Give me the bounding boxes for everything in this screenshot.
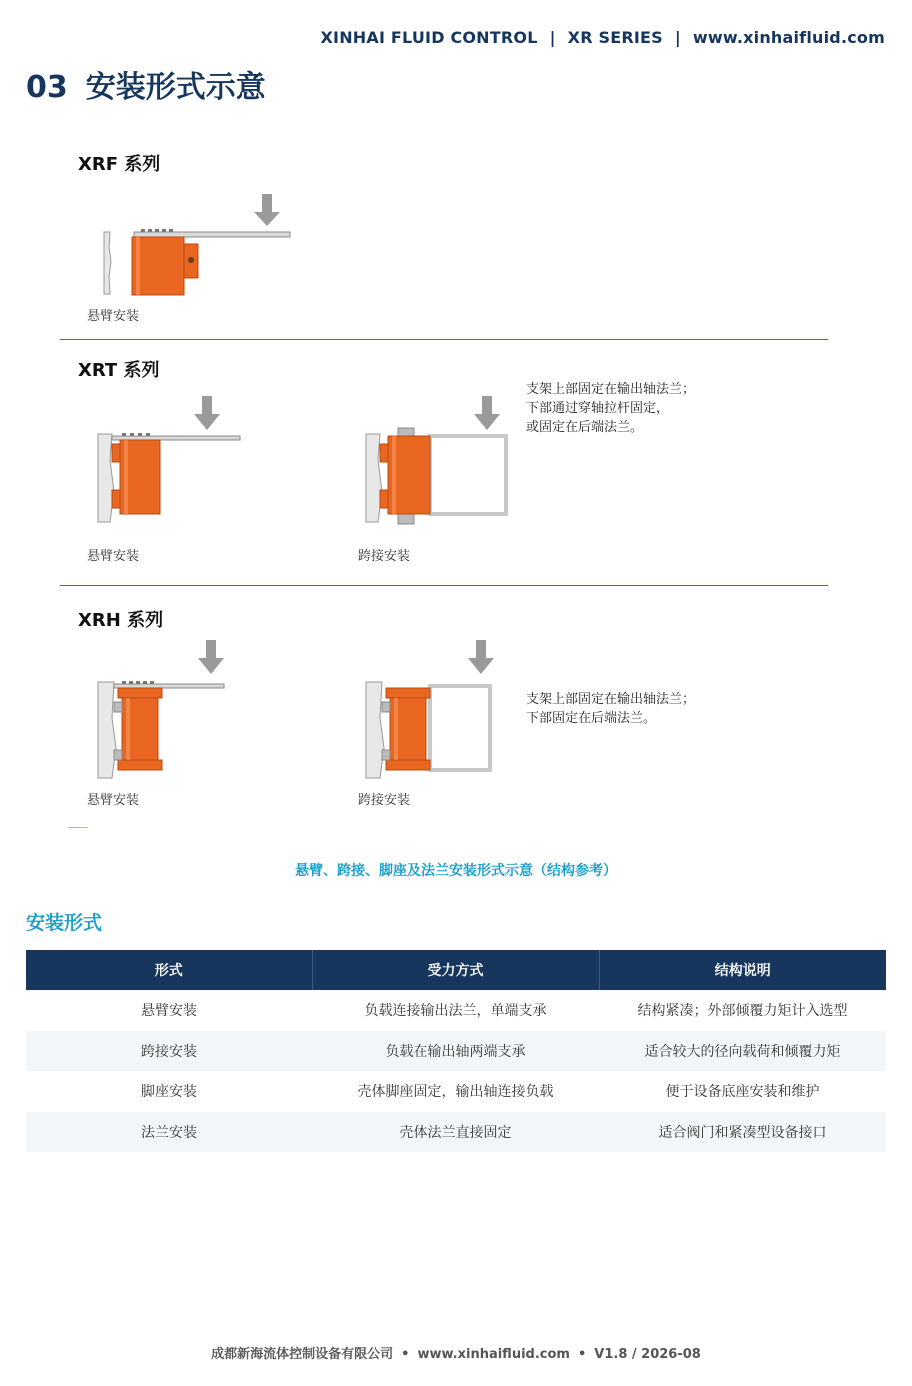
straddle-frame [430,436,506,514]
load-plate [112,436,240,440]
diagram-caption: 跨接安装 [358,793,411,808]
bottom-shaft-icon [398,514,414,524]
load-arrow-icon [254,194,280,226]
decorative-mark [68,827,88,828]
xrh-straddle-diagram [360,638,520,782]
wall-icon [366,682,384,778]
header-separator: | [674,28,681,47]
xrt-cantilever-diagram [92,392,252,528]
table-cell: 适合阀门和紧凑型设备接口 [599,1112,886,1153]
table-section-title: 安装形式 [26,912,103,934]
note-line: 支架上部固定在输出轴法兰； [526,692,696,707]
section-divider [60,585,828,586]
xrt-mounting-note [526,380,695,437]
table-row [26,1031,886,1072]
page-footer [0,1343,912,1362]
section-divider [60,339,828,340]
page-title [26,62,266,106]
table-header-cell: 受力方式 [312,950,599,990]
wall-icon [98,682,116,778]
series-title-xrt: XRT 系列 [78,360,160,381]
header-separator: | [549,28,556,47]
load-arrow-icon [474,396,500,430]
table-cell: 壳体脚座固定，输出轴连接负载 [357,1084,554,1101]
wall-icon [104,232,111,294]
xrh-mounting-note [526,690,695,728]
table-cell: 悬臂安装 [141,1003,197,1020]
note-line: 支架上部固定在输出轴法兰； [526,382,696,397]
header-series: XR SERIES [567,28,663,47]
page-title-text: 安装形式示意 [85,70,266,105]
mounting-type-table [26,950,886,1152]
xrh-cantilever-diagram [92,638,252,782]
header-company: XINHAI FLUID CONTROL [320,28,538,47]
table-cell: 负载连接输出法兰，单端支承 [364,1003,547,1020]
actuator-flange-icon [386,688,430,698]
note-line: 或固定在后端法兰。 [526,420,644,435]
xrf-cantilever-diagram [96,192,296,302]
straddle-frame [430,686,490,770]
header-website[interactable]: www.xinhaifluid.com [692,28,885,47]
top-shaft-icon [398,428,414,436]
table-header-cell: 结构说明 [599,950,886,990]
diagram-caption: 悬臂安装 [87,549,140,564]
table-header-row [26,950,886,990]
load-arrow-icon [198,640,224,674]
footer-separator: • [401,1347,410,1362]
load-plate [134,232,290,237]
diagram-caption: 悬臂安装 [87,309,140,324]
page-header [321,28,885,47]
diagram-caption: 悬臂安装 [87,793,140,808]
table-cell: 便于设备底座安装和维护 [665,1084,820,1101]
table-cell: 法兰安装 [26,1112,312,1153]
footer-website[interactable]: www.xinhaifluid.com [417,1347,570,1362]
table-cell: 结构紧凑；外部倾覆力矩计入选型 [637,1003,848,1020]
table-cell: 适合较大的径向载荷和倾覆力矩 [599,1031,886,1072]
actuator-flange-icon [386,760,430,770]
load-plate [114,684,224,688]
table-row [26,990,886,1031]
load-arrow-icon [194,396,220,430]
note-line: 下部固定在后端法兰。 [526,711,657,726]
table-cell: 负载在输出轴两端支承 [312,1031,599,1072]
table-cell: 壳体法兰直接固定 [312,1112,599,1153]
table-row [26,1112,886,1153]
xrt-straddle-diagram [360,392,520,528]
figure-caption: 悬臂、跨接、脚座及法兰安装形式示意（结构参考） [295,863,617,879]
table-cell: 跨接安装 [26,1031,312,1072]
diagram-caption: 跨接安装 [358,549,411,564]
table-cell: 脚座安装 [141,1084,197,1101]
page-title-number: 03 [26,70,68,105]
note-line: 下部通过穿轴拉杆固定， [526,401,670,416]
footer-company: 成都新海流体控制设备有限公司 [211,1347,394,1362]
load-arrow-icon [468,640,494,674]
series-title-xrf: XRF 系列 [78,154,161,175]
series-title-xrh: XRH 系列 [78,610,164,631]
actuator-flange-icon [118,688,162,698]
table-header-cell: 形式 [26,950,312,990]
footer-version: V1.8 / 2026-08 [594,1347,701,1362]
table-row [26,1071,886,1112]
actuator-flange-icon [118,760,162,770]
footer-separator: • [577,1347,587,1362]
